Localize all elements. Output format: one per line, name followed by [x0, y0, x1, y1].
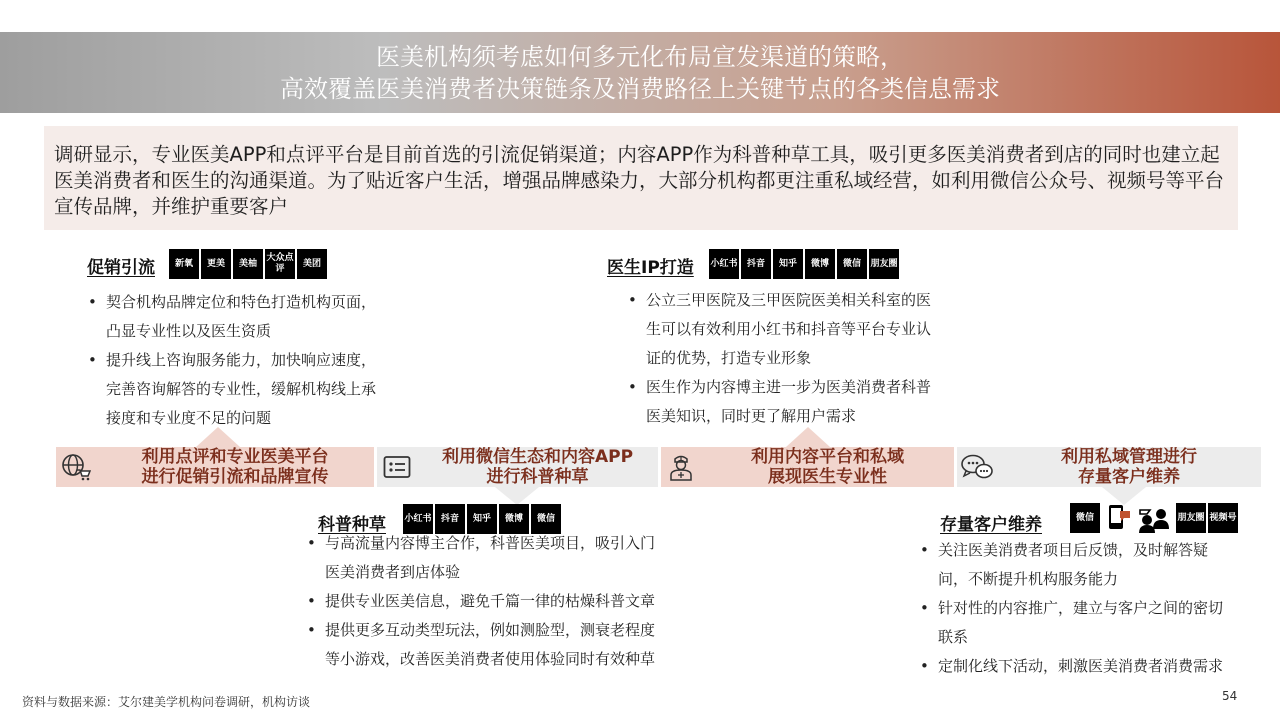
- header-banner: [0, 32, 1280, 113]
- promo-title: 促销引流: [87, 258, 155, 278]
- arrow-down-science: [495, 487, 539, 505]
- tag-dianping: 大众点评: [265, 249, 295, 279]
- people-icon: [1136, 502, 1172, 538]
- retention-tags-left: [1070, 503, 1100, 533]
- tag-douyin: 抖音: [435, 504, 465, 534]
- retention-bullet-3: • 定制化线下活动，刺激医美消费者消费需求: [918, 652, 1223, 681]
- promo-bullet-2: • 提升线上咨询服务能力，加快响应速度， 完善咨询解答的专业性，缓解机构线上承 接度和专业度不足的问题: [86, 346, 376, 433]
- science-bullet-1: • 与高流量内容博主合作，科普医美项目，吸引入门 医美消费者到店体验: [305, 529, 655, 587]
- tag-weixin: 微信: [531, 504, 561, 534]
- promo-bullets: [86, 288, 376, 433]
- tag-gengmei: 更美: [201, 249, 231, 279]
- doctor-ip-bullets: [626, 286, 931, 431]
- tag-weixin: 微信: [837, 249, 867, 279]
- doctor-icon: [661, 453, 701, 481]
- tag-pengyouquan: 朋友圈: [869, 249, 899, 279]
- promo-tags: [169, 249, 327, 279]
- band-doctor: [661, 447, 954, 487]
- retention-bullet-2: • 针对性的内容推广，建立与客户之间的密切 联系: [918, 594, 1223, 652]
- retention-title: 存量客户维养: [940, 515, 1042, 535]
- band-retention: [957, 447, 1261, 487]
- tag-xiaohongshu: 小红书: [709, 249, 739, 279]
- science-bullets: [305, 529, 655, 674]
- tag-weibo: 微博: [499, 504, 529, 534]
- retention-bullets: [918, 536, 1223, 681]
- doctor-ip-bullet-1: • 公立三甲医院及三甲医院医美相关科室的医 生可以有效利用小红书和抖音等平台专业认 证的优势，打造专业形象: [626, 286, 931, 373]
- phone-icon: [1103, 502, 1133, 536]
- retention-bullet-1: • 关注医美消费者项目后反馈，及时解答疑 问，不断提升机构服务能力: [918, 536, 1223, 594]
- tag-xiaohongshu: 小红书: [403, 504, 433, 534]
- science-title: 科普种草: [318, 515, 386, 535]
- tag-pengyouquan: 朋友圈: [1176, 503, 1206, 533]
- band-retention-line1: 利用私域管理进行: [1061, 447, 1197, 467]
- source-note: 资料与数据来源：艾尔建美学机构问卷调研，机构访谈: [22, 695, 311, 709]
- doctor-ip-title: 医生IP打造: [607, 258, 694, 278]
- band-promo: [56, 447, 374, 487]
- tag-meiyou: 美柚: [233, 249, 263, 279]
- chat-bubbles-icon: [957, 453, 997, 481]
- band-science-line2: 进行科普种草: [486, 467, 589, 487]
- science-bullet-3: • 提供更多互动类型玩法，例如测脸型，测衰老程度 等小游戏，改善医美消费者使用体验同时有效种草: [305, 616, 655, 674]
- header-title-line2: 高效覆盖医美消费者决策链条及消费路径上关键节点的各类信息需求: [280, 74, 1000, 103]
- summary-box: 调研显示，专业医美APP和点评平台是目前首选的引流促销渠道；内容APP作为科普种草工具，吸引更多医美消费者到店的同时也建立起医美消费者和医生的沟通渠道。为了贴近客户生活，增强品牌感染力，大部分机构都更注重私域经营，如利用微信公众号、视频号等平台宣传品牌，并维护重要客户: [44, 126, 1238, 230]
- globe-cart-icon: [56, 453, 96, 481]
- tag-meituan: 美团: [297, 249, 327, 279]
- band-retention-line2: 存量客户维养: [1078, 467, 1180, 487]
- retention-tags-right: [1176, 503, 1238, 533]
- tag-weibo: 微博: [805, 249, 835, 279]
- page-number: 54: [1222, 689, 1238, 703]
- doctor-ip-bullet-2: • 医生作为内容博主进一步为医美消费者科普 医美知识，同时更了解用户需求: [626, 373, 931, 431]
- doctor-ip-tags: [709, 249, 899, 279]
- band-doctor-line1: 利用内容平台和私域: [751, 447, 904, 467]
- arrow-up-doctor: [786, 427, 830, 447]
- band-science-line1: 利用微信生态和内容APP: [441, 447, 634, 467]
- tag-shipinhao: 视频号: [1208, 503, 1238, 533]
- tag-zhihu: 知乎: [773, 249, 803, 279]
- arrow-up-promo: [196, 427, 240, 447]
- tag-weixin: 微信: [1070, 503, 1100, 533]
- id-card-icon: [377, 455, 417, 479]
- tag-xinyang: 新氧: [169, 249, 199, 279]
- band-promo-line1: 利用点评和专业医美平台: [141, 447, 329, 467]
- band-science: [377, 447, 658, 487]
- science-bullet-2: • 提供专业医美信息，避免千篇一律的枯燥科普文章: [305, 587, 655, 616]
- tag-zhihu: 知乎: [467, 504, 497, 534]
- tag-douyin: 抖音: [741, 249, 771, 279]
- band-doctor-line2: 展现医生专业性: [768, 467, 887, 487]
- promo-bullet-1: • 契合机构品牌定位和特色打造机构页面， 凸显专业性以及医生资质: [86, 288, 376, 346]
- header-title-line1: 医美机构须考虑如何多元化布局宣发渠道的策略，: [376, 42, 904, 71]
- band-promo-line2: 进行促销引流和品牌宣传: [141, 467, 329, 487]
